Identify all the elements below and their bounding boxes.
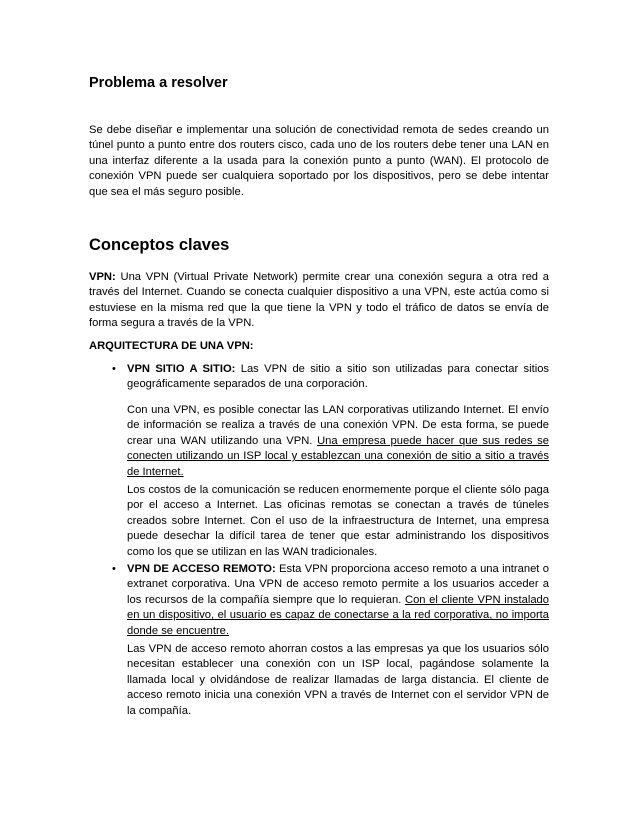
site-to-site-paragraph-2 <box>127 403 549 480</box>
vpn-term: VPN: <box>89 271 116 283</box>
site-to-site-paragraph <box>127 362 549 393</box>
vpn-definition-paragraph <box>89 270 549 332</box>
site-to-site-text-2: Con una VPN, es posible conectar las LAN corporativas utilizando Internet. El envío de información se realiza a través de una conexión VPN. De esta forma, se puede crear una WAN utilizando una VPN. <box>127 404 549 447</box>
problem-paragraph: Se debe diseñar e implementar una solución de conectividad remota de sedes creando un túnel punto a punto entre dos routers cisco, cada uno de los routers debe tener una LAN en una interfaz diferente a la usada para la conexión punto a punto (WAN). El protocolo de conexión VPN puede ser cualquiera soportado por los dispositivos, pero se debe intentar que sea el más seguro posible. <box>89 124 549 198</box>
site-to-site-text: Las VPN de sitio a sitio son utilizadas para conectar sitios geográficamente separados de una corporación. <box>127 363 550 391</box>
bullet-site-to-site: • <box>112 363 116 375</box>
problem-heading: Problema a resolver <box>89 75 228 91</box>
concepts-heading: Conceptos claves <box>89 236 230 254</box>
remote-access-text: Esta VPN proporciona acceso remoto a una intranet o extranet corporativa. Una VPN de acceso remoto permite a los usuarios acceder a los recursos de la compañía siempre que lo requieran. <box>127 563 549 606</box>
remote-access-term: VPN DE ACCESO REMOTO: <box>127 563 276 575</box>
site-to-site-paragraph-3: Los costos de la comunicación se reducen enormemente porque el cliente sólo paga por el acceso a Internet. Las oficinas remotas se conectan a través de túneles creados sobre Internet. Con el uso de la infraestructura de Internet, una empresa puede desechar la difícil tarea de tener que estar administrando los dispositivos como los que se utilizan en las WAN tradicionales. <box>127 484 549 558</box>
site-to-site-term: VPN SITIO A SITIO: <box>127 363 236 375</box>
remote-access-underlined-text: Con el cliente VPN instalado en un dispositivo, el usuario es capaz de conectarse a la red corporativa, no importa donde se encuentre. <box>127 593 549 637</box>
remote-access-paragraph-2: Las VPN de acceso remoto ahorran costos a las empresas ya que los usuarios sólo necesitan establecer una conexión con un ISP local, pagándose solamente la llamada local y olvidándose de realizar llamadas de larga distancia. El cliente de acceso remoto inicia una conexión VPN a través de Internet con el servidor VPN de la compañía. <box>127 643 549 717</box>
vpn-definition-text: Una VPN (Virtual Private Network) permite crear una conexión segura a otra red a través del Internet. Cuando se conecta cualquier dispositivo a una VPN, este actúa como si estuviese en la misma red que la que tiene la VPN y todo el tráfico de datos se envía de forma segura a través de la VPN. <box>89 271 549 330</box>
bullet-remote-access: • <box>112 563 116 575</box>
site-to-site-underlined-text: Una empresa puede hacer que sus redes se conecten utilizando un ISP local y establezcan una conexión de sitio a sitio a través de Internet. <box>127 434 549 478</box>
architecture-heading: ARQUITECTURA DE UNA VPN: <box>89 340 254 352</box>
remote-access-paragraph <box>127 562 549 639</box>
